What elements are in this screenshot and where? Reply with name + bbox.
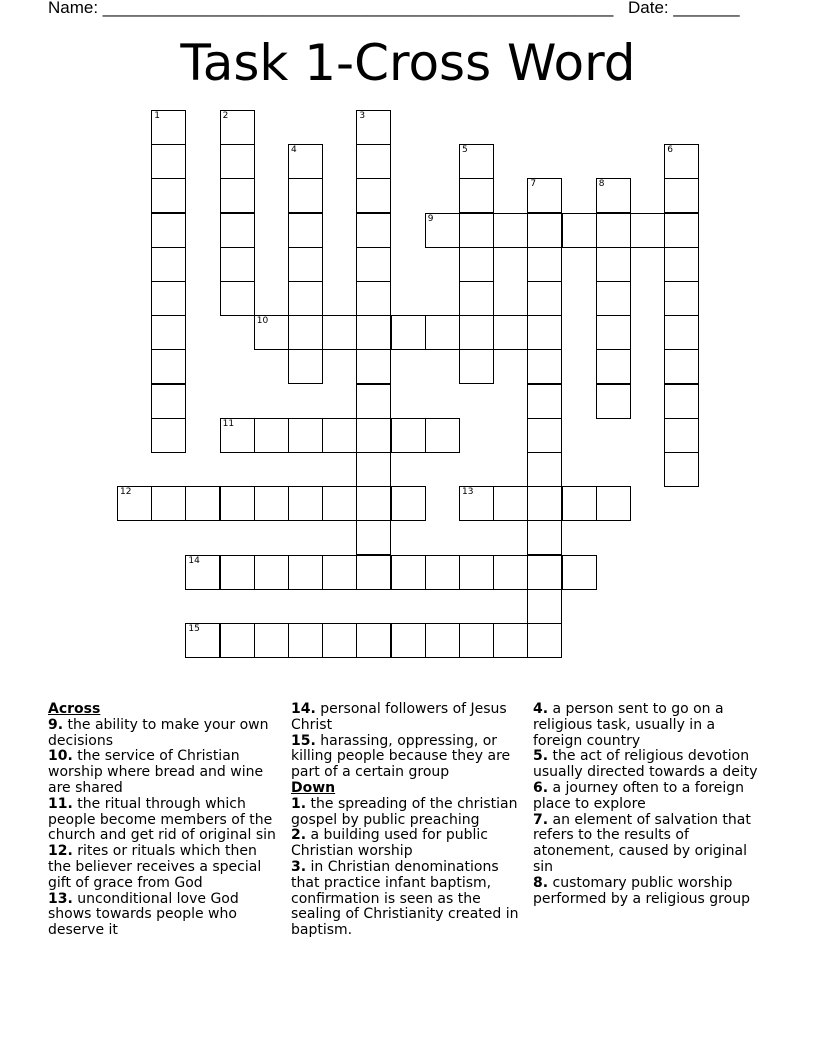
down-clue-list-continued — [533, 702, 765, 907]
clue-number-label: 6. — [533, 779, 549, 796]
grid-cell[interactable] — [664, 213, 699, 248]
down-clue — [291, 860, 525, 939]
clue-text: the act of religious devotion usually directed towards a deity — [533, 748, 758, 781]
grid-cell[interactable] — [596, 486, 631, 521]
clue-number-label: 11. — [48, 795, 73, 812]
across-clue — [48, 892, 280, 939]
grid-cell[interactable] — [288, 555, 323, 590]
grid-cell[interactable] — [220, 418, 255, 453]
grid-cell[interactable] — [459, 247, 494, 282]
grid-cell[interactable] — [356, 349, 391, 384]
grid-cell[interactable] — [527, 520, 562, 555]
down-clue — [533, 749, 765, 781]
grid-cell[interactable] — [459, 178, 494, 213]
grid-cell[interactable] — [220, 110, 255, 145]
grid-cell[interactable] — [664, 247, 699, 282]
grid-cell[interactable] — [288, 281, 323, 316]
grid-cell[interactable] — [356, 555, 391, 590]
across-clue — [291, 702, 525, 734]
grid-cell[interactable] — [664, 178, 699, 213]
grid-cell[interactable] — [356, 110, 391, 145]
grid-cell[interactable] — [664, 452, 699, 487]
across-clue-list — [48, 718, 280, 939]
grid-cell[interactable] — [527, 315, 562, 350]
grid-cell[interactable] — [630, 213, 665, 248]
grid-cell[interactable] — [527, 486, 562, 521]
grid-cell[interactable] — [356, 418, 391, 453]
grid-cell[interactable] — [493, 213, 528, 248]
clue-number: 5 — [462, 145, 468, 156]
grid-cell[interactable] — [527, 247, 562, 282]
clue-text: an element of salvation that refers to the results of atonement, caused by original sin — [533, 811, 751, 875]
grid-cell[interactable] — [356, 247, 391, 282]
grid-cell[interactable] — [664, 349, 699, 384]
clue-text: rites or rituals which then the believer receives a special gift of grace from God — [48, 843, 262, 891]
clue-number-label: 13. — [48, 890, 73, 907]
clue-text: the spreading of the christian gospel by public preaching — [291, 795, 518, 828]
grid-cell[interactable] — [425, 315, 460, 350]
clue-text: the ritual through which people become members of the church and get rid of original sin — [48, 795, 276, 844]
clue-text: in Christian denominations that practice infant baptism, confirmation is seen as the sealing of Christianity created in baptism. — [291, 858, 519, 939]
grid-cell[interactable] — [596, 247, 631, 282]
down-clue — [291, 828, 525, 860]
down-clue-list — [291, 797, 525, 939]
grid-cell[interactable] — [493, 555, 528, 590]
clue-text: customary public worship performed by a religious group — [533, 874, 750, 907]
grid-cell[interactable] — [288, 178, 323, 213]
clues-column-1 — [48, 702, 280, 939]
grid-cell[interactable] — [664, 384, 699, 419]
down-clue — [533, 813, 765, 876]
grid-cell[interactable] — [562, 213, 597, 248]
grid-cell[interactable] — [596, 384, 631, 419]
grid-cell[interactable] — [151, 418, 186, 453]
grid-cell[interactable] — [356, 384, 391, 419]
grid-cell[interactable] — [322, 315, 357, 350]
clue-number-label: 10. — [48, 748, 73, 765]
clue-number: 6 — [667, 145, 673, 156]
clue-text: unconditional love God shows towards people who deserve it — [48, 890, 239, 939]
clue-text: personal followers of Jesus Christ — [291, 701, 507, 733]
grid-cell[interactable] — [527, 555, 562, 590]
grid-cell[interactable] — [322, 623, 357, 658]
grid-cell[interactable] — [459, 213, 494, 248]
clue-text: harassing, oppressing, or killing people because they are part of a certain group — [291, 732, 511, 781]
grid-cell[interactable] — [254, 486, 289, 521]
grid-cell[interactable] — [527, 178, 562, 213]
grid-cell[interactable] — [425, 555, 460, 590]
grid-cell[interactable] — [596, 315, 631, 350]
grid-cell[interactable] — [391, 555, 426, 590]
grid-cell[interactable] — [288, 213, 323, 248]
grid-cell[interactable] — [459, 144, 494, 179]
grid-cell[interactable] — [356, 486, 391, 521]
clues-column-2 — [291, 702, 525, 939]
grid-cell[interactable] — [391, 623, 426, 658]
grid-cell[interactable] — [459, 555, 494, 590]
grid-cell[interactable] — [288, 144, 323, 179]
grid-cell[interactable] — [425, 213, 460, 248]
grid-cell[interactable] — [322, 486, 357, 521]
clue-number-label: 5. — [533, 748, 549, 765]
clue-number: 11 — [222, 418, 235, 429]
grid-cell[interactable] — [356, 213, 391, 248]
clue-number: 2 — [222, 111, 229, 121]
grid-cell[interactable] — [220, 247, 255, 282]
grid-cell[interactable] — [151, 281, 186, 316]
clue-number-label: 15. — [291, 732, 316, 749]
grid-cell[interactable] — [151, 213, 186, 248]
grid-cell[interactable] — [425, 623, 460, 658]
clue-number: 12 — [120, 487, 132, 498]
grid-cell[interactable] — [220, 486, 255, 521]
grid-cell[interactable] — [220, 623, 255, 658]
grid-cell[interactable] — [254, 623, 289, 658]
grid-cell[interactable] — [220, 555, 255, 590]
grid-cell[interactable] — [254, 315, 289, 350]
grid-cell[interactable] — [356, 623, 391, 658]
grid-cell[interactable] — [151, 247, 186, 282]
across-header: Across — [48, 701, 101, 717]
clue-text: a journey often to a foreign place to explore — [533, 779, 745, 812]
grid-cell[interactable] — [664, 281, 699, 316]
clue-text: a building used for public Christian worship — [291, 827, 489, 860]
grid-cell[interactable] — [220, 213, 255, 248]
grid-cell[interactable] — [322, 418, 357, 453]
grid-cell[interactable] — [562, 486, 597, 521]
page-title: Task 1-Cross Word — [180, 34, 636, 92]
grid-cell[interactable] — [151, 178, 186, 213]
grid-cell[interactable] — [288, 349, 323, 384]
grid-cell[interactable] — [596, 213, 631, 248]
clue-number-label: 4. — [533, 701, 549, 717]
grid-cell[interactable] — [288, 486, 323, 521]
grid-cell[interactable] — [288, 315, 323, 350]
grid-cell[interactable] — [391, 486, 426, 521]
clue-text: the service of Christian worship where bread and wine are shared — [48, 748, 264, 796]
down-clue — [533, 702, 765, 749]
clue-number: 4 — [291, 145, 297, 156]
grid-cell[interactable] — [596, 178, 631, 213]
grid-cell[interactable] — [254, 418, 289, 453]
clue-number-label: 12. — [48, 843, 73, 860]
grid-cell[interactable] — [664, 144, 699, 179]
grid-cell[interactable] — [527, 418, 562, 453]
clue-number: 9 — [427, 213, 434, 224]
down-clue — [533, 781, 765, 813]
grid-cell[interactable] — [254, 555, 289, 590]
clue-number: 8 — [598, 179, 605, 190]
grid-cell[interactable] — [664, 418, 699, 453]
grid-cell[interactable] — [527, 452, 562, 487]
across-clue — [48, 749, 280, 796]
clue-number-label: 3. — [291, 858, 307, 875]
grid-cell[interactable] — [459, 281, 494, 316]
grid-cell[interactable] — [288, 418, 323, 453]
grid-cell[interactable] — [459, 349, 494, 384]
grid-cell[interactable] — [493, 486, 528, 521]
clue-number-label: 9. — [48, 716, 64, 733]
clue-number-label: 7. — [533, 811, 549, 828]
grid-cell[interactable] — [151, 384, 186, 419]
clue-number-label: 1. — [291, 795, 307, 812]
grid-cell[interactable] — [493, 623, 528, 658]
grid-cell[interactable] — [117, 486, 152, 521]
grid-cell[interactable] — [220, 281, 255, 316]
grid-cell[interactable] — [356, 315, 391, 350]
clue-text: a person sent to go on a religious task, usually in a foreign country — [533, 701, 724, 749]
grid-cell[interactable] — [151, 144, 186, 179]
clue-number: 7 — [530, 179, 537, 190]
down-clue — [533, 876, 765, 908]
grid-cell[interactable] — [493, 315, 528, 350]
grid-cell[interactable] — [664, 315, 699, 350]
grid-cell[interactable] — [527, 623, 562, 658]
date-field[interactable]: Date: _______ — [628, 0, 740, 17]
grid-cell[interactable] — [151, 486, 186, 521]
grid-cell[interactable] — [220, 178, 255, 213]
across-clue — [48, 718, 280, 750]
clue-number: 15 — [188, 624, 200, 634]
name-field[interactable]: Name: ______________________________________________________ — [48, 0, 614, 17]
across-clue — [291, 734, 525, 781]
grid-cell[interactable] — [356, 520, 391, 555]
grid-cell[interactable] — [425, 418, 460, 453]
clue-text: the ability to make your own decisions — [48, 716, 269, 749]
grid-cell[interactable] — [151, 110, 186, 145]
grid-cell[interactable] — [185, 555, 220, 590]
grid-cell[interactable] — [391, 315, 426, 350]
clue-number: 10 — [256, 316, 269, 327]
grid-cell[interactable] — [562, 555, 597, 590]
across-clue — [48, 844, 280, 891]
clue-number: 13 — [462, 487, 474, 498]
grid-cell[interactable] — [459, 315, 494, 350]
grid-cell[interactable] — [288, 623, 323, 658]
grid-cell[interactable] — [185, 623, 220, 658]
down-clue — [291, 797, 525, 829]
clue-number-label: 8. — [533, 874, 549, 891]
grid-cell[interactable] — [322, 555, 357, 590]
grid-cell[interactable] — [527, 281, 562, 316]
grid-cell[interactable] — [391, 418, 426, 453]
across-clue-list-continued — [291, 702, 525, 781]
grid-cell[interactable] — [527, 213, 562, 248]
grid-cell[interactable] — [356, 452, 391, 487]
grid-cell[interactable] — [356, 281, 391, 316]
grid-cell[interactable] — [459, 623, 494, 658]
grid-cell[interactable] — [459, 486, 494, 521]
clue-number-label: 2. — [291, 827, 307, 844]
grid-cell[interactable] — [288, 247, 323, 282]
clue-number: 14 — [188, 555, 200, 566]
down-header: Down — [291, 779, 336, 796]
grid-cell[interactable] — [527, 384, 562, 419]
clue-number: 3 — [359, 111, 366, 121]
grid-cell[interactable] — [151, 349, 186, 384]
clue-number-label: 14. — [291, 701, 316, 717]
grid-cell[interactable] — [527, 589, 562, 624]
clue-number: 1 — [154, 111, 160, 121]
clues-column-3 — [533, 702, 765, 907]
grid-cell[interactable] — [596, 281, 631, 316]
grid-cell[interactable] — [220, 144, 255, 179]
grid-cell[interactable] — [151, 315, 186, 350]
grid-cell[interactable] — [596, 349, 631, 384]
across-clue — [48, 797, 280, 844]
grid-cell[interactable] — [185, 486, 220, 521]
grid-cell[interactable] — [356, 144, 391, 179]
grid-cell[interactable] — [527, 349, 562, 384]
grid-cell[interactable] — [356, 178, 391, 213]
